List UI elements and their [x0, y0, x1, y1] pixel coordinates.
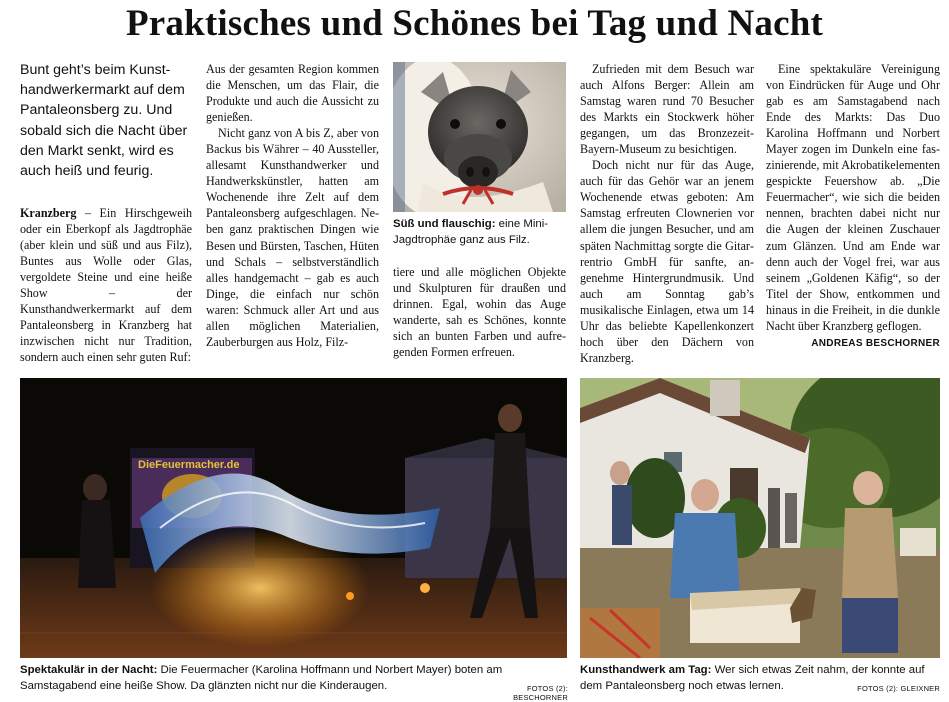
column-2-paragraph-1: Aus der gesamten Region kommen die Menschen, um das Flair, die Produkte und auch die Aussicht zu genießen.	[206, 62, 379, 125]
caption-bold: Süß und flauschig:	[393, 218, 496, 230]
article-column-1	[20, 205, 192, 365]
article-column-2	[206, 61, 379, 350]
caption-text: Die Feuermacher (Karolina Hoffmann und Norbert Mayer) boten am Samstagabend eine heiße Show. Da glänzten nicht nur die Kinderaugen.	[20, 664, 503, 692]
teaser: Bunt geht’s beim Kunsthandwerkermarkt auf dem Pantaleonsberg zu. Und sobald sich die Nacht über den Markt senkt, wird es auch heiß und feurig.	[20, 62, 188, 180]
column-4-paragraph-1: Zufrieden mit dem Besuch war auch Alfons Berger: Allein am Samstag waren rund 70 Besucher des Markts ein Stockwerk höher gegangen, um das Bronzezeit-Bayern-Museum zu besichtigen.	[580, 62, 754, 157]
felt-trophy-photo	[393, 62, 566, 212]
column-3-text: tiere und alle möglichen Objekte und Skulpturen für draußen und drinnen. Egal, wohin das Auge wanderte, sah es Schönes, konnte sich an bunten Farben und aufregenden Formen erfreuen.	[393, 265, 566, 360]
caption-text: eine Mini-Jagdtrophäe ganz aus Filz.	[393, 218, 549, 246]
felt-trophy-caption	[393, 216, 569, 248]
headline: Praktisches und Schönes bei Tag und Nacht	[126, 3, 823, 44]
column-4-paragraph-2: Doch nicht nur für das Auge, auch für das Gehör war an jenem Wochenende etwas geboten: Am Samstag erfreuten Clownerien vor allem die jungen Besucher, und am späten Nachmittag sorgte die Gitarrentrio GmbH für sanfte, angenehme Hintergrundmusik. Und auch am Sonntag gab’s musikalische Einlagen, etwa um 14 Uhr das beliebte Kapellenkonzert hoch über den Dächern von Kranzberg.	[580, 158, 754, 365]
craft-market-photo	[580, 378, 940, 658]
column-2-paragraph-2: Nicht ganz von A bis Z, aber von Backus bis Währer – 40 Aussteller, allesamt Kunsthandwerker und Handwerkskünstler, hatten am Wochenende ihre Zelt auf dem Pantaleonsberg aufgeschlagen. Neben ganz praktischen Dingen wie Besen und Bürsten, Taschen, Hüten und Schals – selbstverständlich alles handgemacht – gab es auch Dinge, die einfach nur schön waren: Schmuck aller Art und aus allen möglichen Materialien, Zauberburgen aus Holz, Filz-	[206, 126, 379, 349]
fire-show-photo	[20, 378, 567, 658]
article-column-4	[580, 61, 754, 366]
article-column-5	[766, 61, 940, 352]
caption-bold: Spektakulär in der Nacht:	[20, 664, 158, 676]
caption-text: Wer sich etwas Zeit nahm, der konnte auf dem Pantaleonsberg noch etwas lernen.	[580, 664, 925, 692]
dateline: Kranzberg	[20, 206, 77, 220]
banner-text: DieFeuermacher.de	[138, 459, 240, 471]
column-5-paragraph-1: Eine spektakuläre Vereinigung von Eindrücken für Auge und Ohr gab es am Samstagabend nach Ende des Markts: Das Duo Karolina Hoffmann und Norbert Mayer zogen im Dunkeln eine faszinierende, mit Akrobatikelementen gespickte Feuershow ab. „Die Feuermacher“, wie sich die beiden nennen, brachten dabei nicht nur die Augen der kleinen Zuschauer zum Glänzen. Und am Ende war denn auch der Vogel frei, war aus seinem „Goldenen Käfig“, so der Titel der Show, entkommen und hinaus in die Freiheit, in die dunkle Nacht über Kranzberg geflogen.	[766, 62, 940, 333]
caption-bold: Kunsthandwerk am Tag:	[580, 664, 712, 676]
photo-credit: FOTOS (2): GLEIXNER	[857, 684, 940, 693]
author-byline: ANDREAS BESCHORNER	[811, 337, 940, 349]
article-column-3	[393, 264, 566, 360]
photo-credit: FOTOS (2): BESCHORNER	[513, 684, 568, 702]
column-1-text: – Ein Hirschgeweih oder ein Eberkopf als Jagdtrophäe (aber klein und süß und aus Filz), Buntes aus Wolle oder Glas, vergoldete Steine und eine heiße Show – der Kunsthandwerkermarkt auf dem Pantaleonsberg in Kranzberg hat inzwischen nicht nur Tradition, sondern auch einen sehr guten Ruf:	[20, 206, 192, 365]
